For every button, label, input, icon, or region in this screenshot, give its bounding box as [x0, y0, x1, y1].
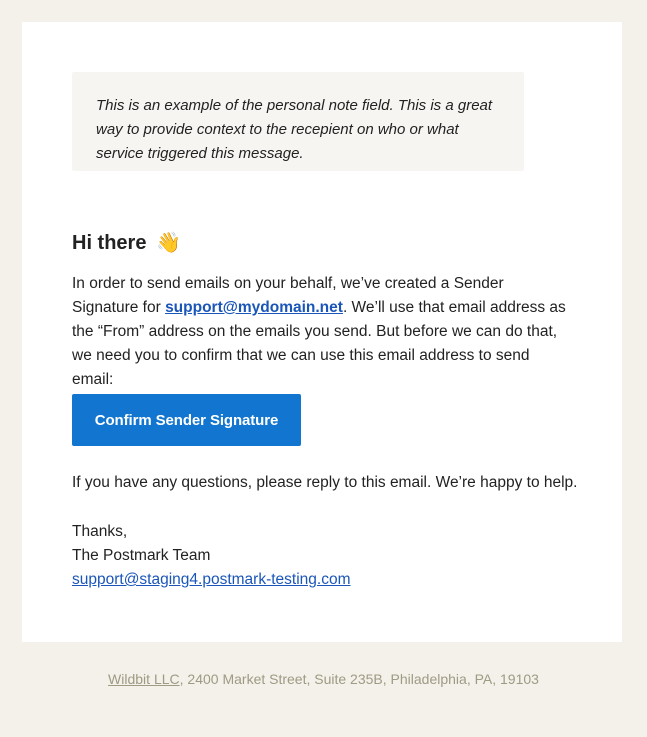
greeting-title: Hi there	[72, 232, 147, 254]
signoff	[72, 520, 351, 592]
body-paragraph	[72, 272, 572, 392]
footer-address: , 2400 Market Street, Suite 235B, Philadelphia, PA, 19103	[179, 671, 539, 687]
personal-note-text: This is an example of the personal note field. This is a great way to provide context to the recepient on who or what service triggered this message.	[96, 97, 493, 162]
email-card	[22, 22, 622, 642]
confirm-sender-signature-button[interactable]	[72, 394, 301, 446]
signoff-thanks: Thanks,	[72, 523, 128, 540]
footer	[0, 667, 647, 691]
support-email-link[interactable]: support@staging4.postmark-testing.com	[72, 571, 351, 588]
greeting-heading	[72, 227, 181, 258]
questions-paragraph	[72, 471, 592, 495]
sender-email-link[interactable]: support@mydomain.net	[165, 299, 343, 316]
signoff-team: The Postmark Team	[72, 547, 211, 564]
company-link[interactable]: Wildbit LLC	[108, 671, 180, 687]
confirm-button-label: Confirm Sender Signature	[94, 411, 279, 429]
body-text-part-2: . We’ll use that email address as the “From” address on the emails you send. But before we can do that, we need you to confirm that we can use this email address to send email:	[72, 299, 566, 388]
personal-note	[72, 72, 524, 171]
body-text-part-1: In order to send emails on your behalf, we’ve created a Sender Signature for	[72, 275, 504, 316]
waving-hand-icon: 👋	[156, 230, 181, 254]
questions-text: If you have any questions, please reply to this email. We’re happy to help.	[72, 474, 578, 491]
